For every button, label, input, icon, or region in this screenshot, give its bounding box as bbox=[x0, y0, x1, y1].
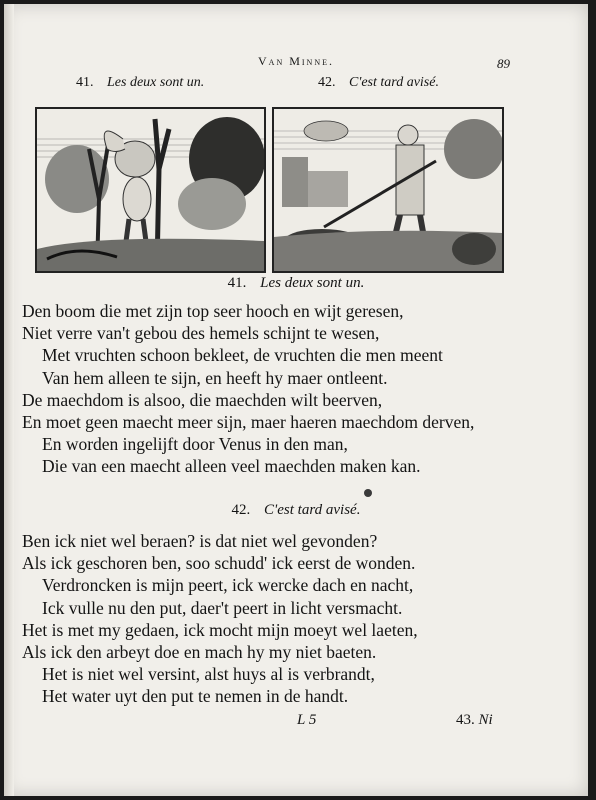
emblem-number: 41. bbox=[76, 75, 94, 90]
man-filling-well-engraving-icon bbox=[272, 107, 504, 273]
verse-line: Den boom die met zijn top seer hooch en wijt geresen, bbox=[22, 301, 404, 321]
verse-line: Het is met my gedaen, ick mocht mijn moeyt wel laeten, bbox=[22, 619, 418, 640]
verse-line: Ick vulle nu den put, daer't peert in licht versmacht. bbox=[42, 597, 403, 618]
verse-line: Verdroncken is mijn peert, ick wercke dach en nacht, bbox=[42, 575, 414, 596]
poem-title-41 bbox=[4, 275, 588, 292]
verse-line: Niet verre van't gebou des hemels schijnt te wesen, bbox=[22, 323, 380, 344]
verse-line: Als ick den arbeyt doe en mach hy my niet baeten. bbox=[22, 642, 377, 663]
page-number: 89 bbox=[497, 56, 510, 71]
poem-title-42 bbox=[4, 502, 588, 519]
emblem-label-41 bbox=[76, 75, 204, 91]
poem-number: 42. bbox=[231, 502, 251, 518]
emblem-motto: C'est tard avisé. bbox=[349, 75, 439, 90]
verse-line: Ben ick niet wel beraen? is dat niet wel gevonden? bbox=[22, 531, 378, 551]
verse-line: Het water uyt den put te nemen in de handt. bbox=[42, 686, 349, 707]
poem-42 bbox=[22, 530, 542, 708]
emblem-number: 42. bbox=[318, 75, 336, 90]
verse-line: Het is niet wel versint, alst huys al is verbrandt, bbox=[42, 664, 375, 685]
catchword bbox=[456, 712, 493, 729]
poem-41 bbox=[22, 300, 542, 478]
emblem-label-42 bbox=[318, 75, 439, 91]
poem-motto: Les deux sont un. bbox=[260, 275, 365, 291]
verse-line: Als ick geschoren ben, soo schudd' ick eerst de wonden. bbox=[22, 553, 416, 574]
book-page bbox=[4, 4, 588, 796]
verse-line: Van hem alleen te sijn, en heeft hy maer ontleent. bbox=[42, 367, 388, 388]
ink-fleck bbox=[364, 489, 372, 497]
emblem-motto: Les deux sont un. bbox=[107, 75, 205, 90]
verse-line: Die van een maecht alleen veel maechden maken kan. bbox=[42, 456, 421, 477]
running-title: Van Minne. bbox=[258, 54, 334, 68]
verse-line: Met vruchten schoon bekleet, de vruchten die men meent bbox=[42, 345, 443, 366]
verse-line: En worden ingelijft door Venus in den man, bbox=[42, 434, 348, 455]
catchword-number: 43. bbox=[456, 712, 475, 728]
page-spine-shadow bbox=[4, 4, 14, 796]
poem-motto: C'est tard avisé. bbox=[264, 502, 361, 518]
signature-mark: L 5 bbox=[297, 712, 317, 728]
catchword-word: Ni bbox=[478, 712, 493, 728]
cupid-tree-engraving-icon bbox=[35, 107, 266, 273]
verse-line: De maechdom is alsoo, die maechden wilt beerven, bbox=[22, 389, 383, 410]
poem-number: 41. bbox=[227, 275, 247, 291]
verse-line: En moet geen maecht meer sijn, maer haeren maechdom derven, bbox=[22, 412, 475, 433]
